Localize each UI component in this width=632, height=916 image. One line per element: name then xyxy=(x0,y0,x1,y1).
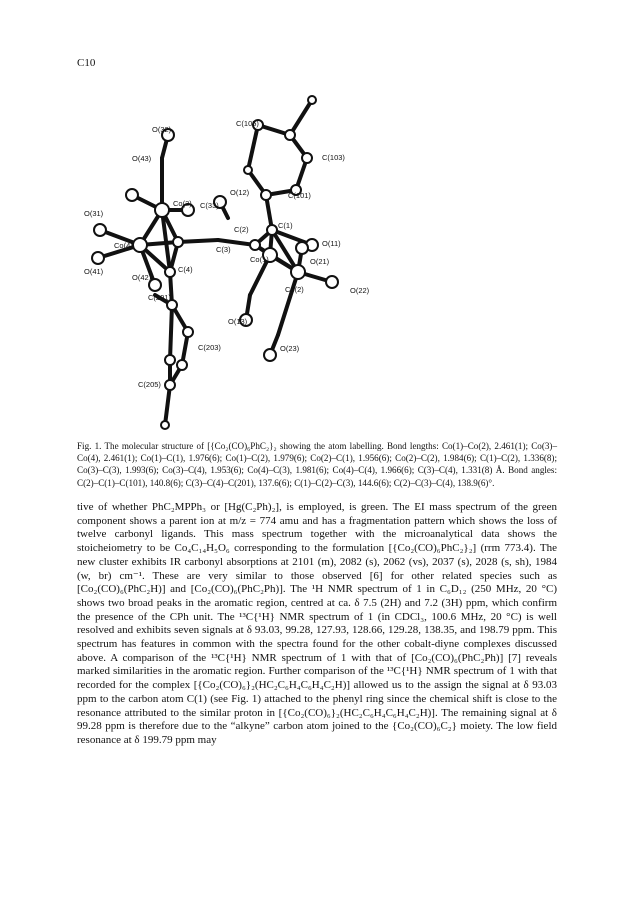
atom-label-c203: C(203) xyxy=(198,343,221,352)
atom-label-c33: C(33) xyxy=(200,201,219,210)
atom-label-co1: Co(1) xyxy=(250,255,269,264)
atom-label-o21: O(21) xyxy=(310,257,330,266)
figure-caption: Fig. 1. The molecular structure of [{Co₂(CO)₆PhC₂}₂ showing the atom labelling. Bond lengths: Co(1)–Co(2), 2.461(1); Co(3)–Co(4), 2.461(1); Co(1)–C(1), 1.976(6); Co(1)–C(2), 1.979(6); Co(2)–C(1), 1.956(6); Co(2)–C(2), 1.984(6); C(1)–C(2), 1.336(8); Co(3)–C(3), 1.993(6); Co(3)–C(4), 1.953(6); Co(4)–C(3), 1.981(6); Co(4)–C(4), 1.966(6); C(3)–C(4), 1.331(8) Å. Bond angles: C(2)–C(1)–C(101), 140.8(6); C(3)–C(4)–C(201), 137.6(6); C(1)–C(2)–C(3), 144.6(6); C(2)–C(3)–C(4), 138.9(6)°. xyxy=(77,441,557,488)
atom-label-o41: O(41) xyxy=(84,267,104,276)
atom-label-c201: C(201) xyxy=(148,293,171,302)
atom-label-o12: O(12) xyxy=(230,188,250,197)
atom-label-co3: Co(3) xyxy=(173,199,192,208)
page-id: C10 xyxy=(77,57,96,69)
atom-label-o23: O(23) xyxy=(280,344,300,353)
atom-label-o42: O(42) xyxy=(132,273,152,282)
atom-label-c101: C(101) xyxy=(288,191,311,200)
body-text xyxy=(77,501,557,748)
body-paragraph: tive of whether PhC₂MPPh₃ or [Hg(C₂Ph)₂], is employed, is green. The EI mass spectrum of the green component shows a parent ion at m/z = 774 amu and has a fragmentation pattern which shows the loss of twelve carbonyl ligands. This mass spectrum together with the microanalytical data shows the stoicheiometry to be Co₄C₁₄H₅O₆ corresponding to the formulation [{Co₂(CO)₆PhC₂}₂] (rrm 773.4). The new cluster exhibits IR carbonyl absorptions at 2101 (m), 2082 (s), 2062 (vs), 2037 (s), 2028 (s, sh), 1984 (w, br) cm⁻¹. These are very similar to those observed [6] for other related species such as [Co₂(CO)₆(PhC₂H)] and [Co₂(CO)₆(PhC₂Ph)]. The ¹H NMR spectrum of 1 in C₆D₁₂ (250 MHz, 20 °C) shows two broad peaks in the aromatic region, centred at ca. δ 7.5 (2H) and 7.2 (3H) ppm, which confirm the presence of the CPh unit. The ¹³C{¹H} NMR spectrum of 1 (in CDCl₃, 100.6 MHz, 20 °C) is well resolved and exhibits seven signals at δ 93.03, 99.28, 127.93, 128.66, 129.28, 138.35, and 198.79 ppm. This spectrum has features in common with the spectra found for the other cobalt-diyne complexes discussed above. A comparison of the ¹³C{¹H} NMR spectrum of 1 with that of [Co₂(CO)₆(PhC₂Ph)] [7] reveals marked similarities in the aromatic region. Further comparison of the ¹³C{¹H} NMR spectrum of 1 with that recorded for the complex [{Co₂(CO)₆}₂(HC₂C₆H₄C₆H₄C₂H)] allowed us to the assign the signal at δ 93.03 ppm to the carbon atom C(1) (see Fig. 1) attached to the phenyl ring since the chemical shift is close to the resonance attributed to the similar proton in [{Co₂(CO)₆}₂(HC₂C₆H₄C₆H₄C₂H)]. The remaining signal at δ 99.28 ppm is therefore due to the “alkyne” carbon atom joined to the {Co₂(CO)₆C₂} moiety. The low field resonance at δ 199.79 ppm may xyxy=(77,501,557,746)
atom-label-o13: O(13) xyxy=(228,317,248,326)
atom-label-o11: O(11) xyxy=(322,239,341,248)
atom-label-co4: Co(4) xyxy=(114,241,133,250)
atom-label-c1: C(1) xyxy=(278,221,293,230)
molecular-structure-figure xyxy=(60,80,580,440)
atom-label-co2: Co(2) xyxy=(285,285,304,294)
atom-label-c4: C(4) xyxy=(178,265,193,274)
atom-label-c3: C(3) xyxy=(216,245,231,254)
atom-label-o31: O(31) xyxy=(84,209,104,218)
molecule-diagram xyxy=(60,80,580,440)
atom-label-c2: C(2) xyxy=(234,225,249,234)
atom-label-c105: C(105) xyxy=(236,119,259,128)
atom-label-o22: O(22) xyxy=(350,286,370,295)
atom-label-c205: C(205) xyxy=(138,380,161,389)
atom-label-c103: C(103) xyxy=(322,153,345,162)
bonds xyxy=(98,100,332,425)
atom-labels xyxy=(84,119,370,389)
atom-label-o32: O(32) xyxy=(152,125,172,134)
atom-label-o43: O(43) xyxy=(132,154,152,163)
